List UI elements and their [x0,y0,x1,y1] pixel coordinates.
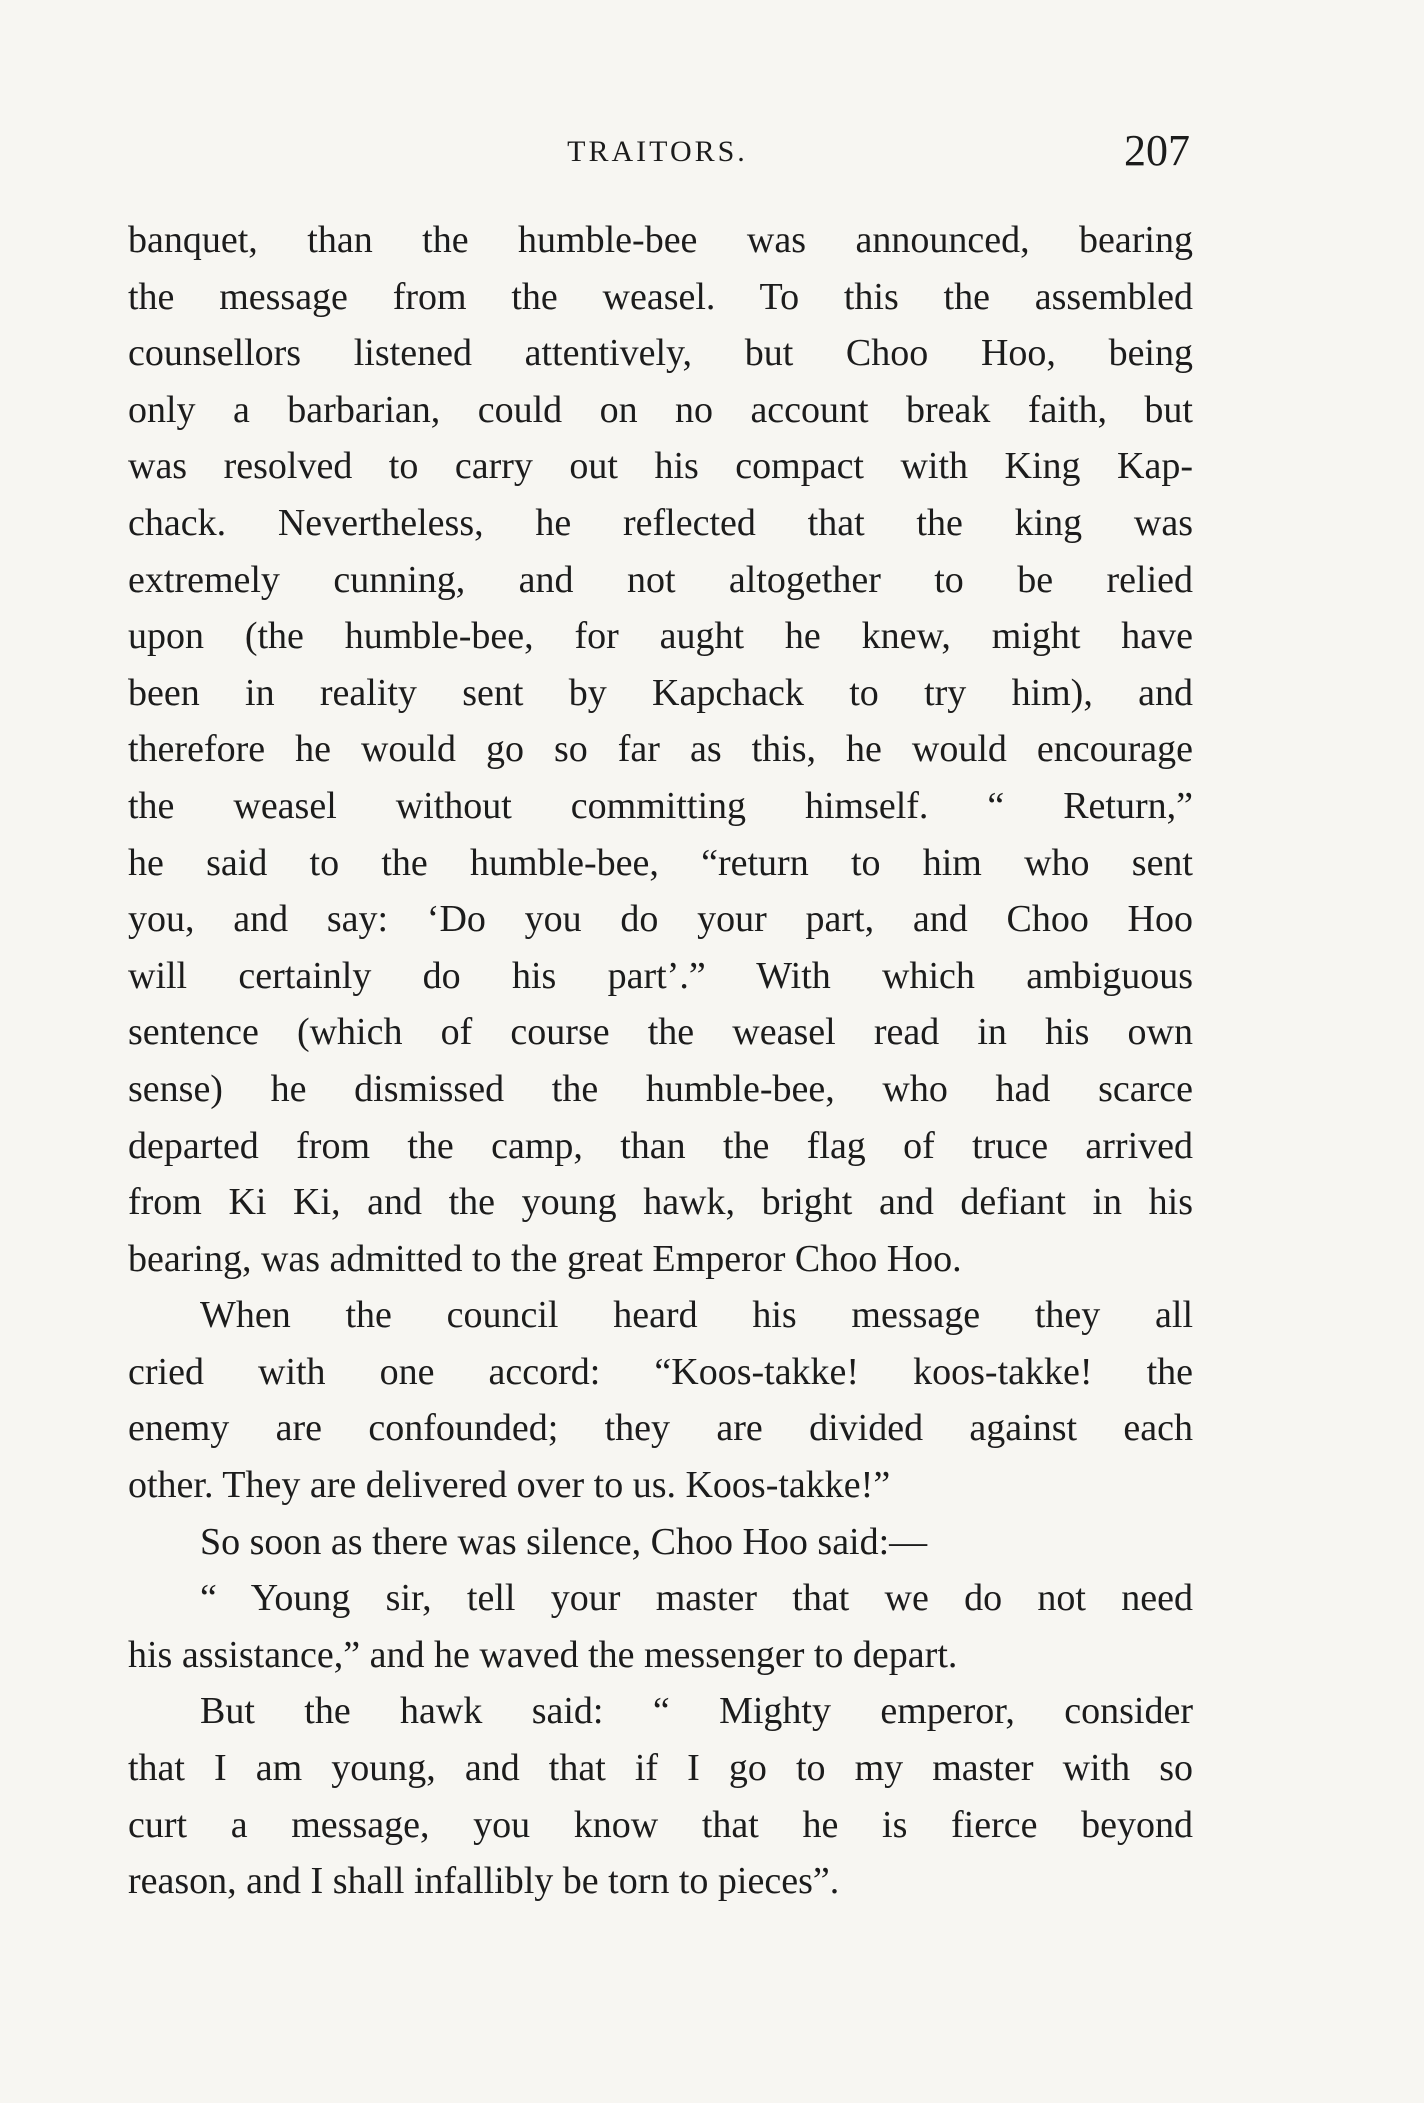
text-line: departed from the camp, than the flag of truce arrived [128,1124,1193,1167]
text-line: extremely cunning, and not altogether to be relied [128,558,1193,601]
text-line: curt a message, you know that he is fierce beyond [128,1803,1193,1846]
text-line: therefore he would go so far as this, he would encourage [128,728,1193,771]
text-line: his assistance,” and he waved the messenger to depart. [128,1633,958,1676]
text-line: counsellors listened attentively, but Choo Hoo, being [128,332,1193,375]
running-title: TRAITORS. [567,135,748,168]
body-text [128,212,1193,1910]
text-line: been in reality sent by Kapchack to try him), and [128,671,1193,714]
text-line: the weasel without committing himself. “ Return,” [128,784,1193,827]
text-line: sense) he dismissed the humble-bee, who had scarce [128,1067,1193,1110]
text-line: sentence (which of course the weasel read in his own [128,1011,1193,1054]
text-line: bearing, was admitted to the great Emperor Choo Hoo. [128,1237,962,1280]
text-line: reason, and I shall infallibly be torn to pieces”. [128,1860,840,1903]
text-line: But the hawk said: “ Mighty emperor, consider [200,1690,1193,1733]
text-line: only a barbarian, could on no account break faith, but [128,388,1193,431]
text-line: “ Young sir, tell your master that we do not need [200,1577,1193,1620]
text-line: he said to the humble-bee, “return to him who sent [128,841,1193,884]
text-line: that I am young, and that if I go to my master with so [128,1747,1193,1790]
text-line: So soon as there was silence, Choo Hoo said:— [200,1520,928,1563]
running-head [125,125,1190,185]
text-line: other. They are delivered over to us. Koos-takke!” [128,1464,891,1507]
page-number: 207 [1124,126,1190,175]
text-line: chack. Nevertheless, he reflected that the king was [128,501,1193,544]
text-line: When the council heard his message they all [200,1294,1193,1337]
text-line: cried with one accord: “Koos-takke! koos-takke! the [128,1350,1193,1393]
text-line: was resolved to carry out his compact with King Kap- [128,445,1193,488]
text-line: upon (the humble-bee, for aught he knew, might have [128,615,1193,658]
text-line: you, and say: ‘Do you do your part, and Choo Hoo [128,898,1193,941]
text-line: will certainly do his part’.” With which ambiguous [128,954,1193,997]
text-line: banquet, than the humble-bee was announced, bearing [128,219,1193,261]
text-line: enemy are confounded; they are divided against each [128,1407,1193,1450]
text-line: from Ki Ki, and the young hawk, bright and defiant in his [128,1181,1193,1224]
text-line: the message from the weasel. To this the assembled [128,275,1193,318]
